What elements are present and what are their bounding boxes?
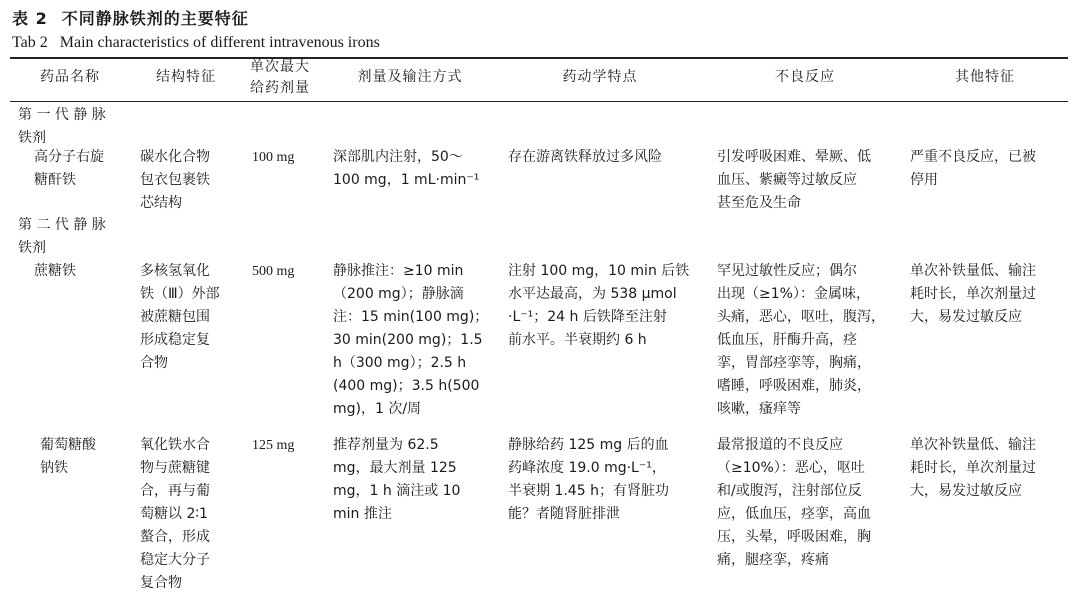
cell-line: 存在游离铁释放过多风险 xyxy=(508,149,662,165)
cell-line: 应，低血压，痉挛，高血 xyxy=(717,506,871,522)
cell-line: 合，再与葡 xyxy=(140,483,210,499)
other-iron-dextran xyxy=(910,146,1036,192)
group-label-line: 第 一 代 静 脉 xyxy=(18,107,106,123)
cell-line: 嗜睡，呼吸困难，肺炎， xyxy=(717,378,871,394)
cell-line: 静脉推注：≥10 min xyxy=(333,263,464,279)
cell-line: (400 mg)；3.5 h(500 xyxy=(333,378,480,394)
structure-sodium-ferric-gluconate xyxy=(140,434,210,595)
cell-line: 大，易发过敏反应 xyxy=(910,483,1022,499)
group-first-generation xyxy=(18,104,106,150)
group-label-line: 铁剂 xyxy=(18,130,46,146)
adverse-iron-dextran xyxy=(717,146,871,215)
table-caption-en xyxy=(12,34,380,52)
cell-line: mg，最大剂量 125 xyxy=(333,460,457,476)
cell-line: 压，头晕，呼吸困难，胸 xyxy=(717,529,871,545)
cell-line: 稳定大分子 xyxy=(140,552,210,568)
cell-line: mg)，1 次/周 xyxy=(333,401,422,417)
cell-line: 物与蔗糖键 xyxy=(140,460,210,476)
dosage-iron-dextran xyxy=(333,146,479,192)
cell-line: 甚至危及生命 xyxy=(717,195,801,211)
group-second-generation xyxy=(18,214,106,260)
cell-line: 引发呼吸困难、晕厥、低 xyxy=(717,149,871,165)
cell-line: 萄糖以 2∶1 xyxy=(140,506,208,522)
cell-line: 葡萄糖酸 xyxy=(40,437,96,453)
max-dose-sodium-ferric-gluconate: 125 mg xyxy=(252,438,295,453)
cell-line: 水平达最高，为 538 μmol xyxy=(508,286,677,302)
cell-line: 咳嗽，瘙痒等 xyxy=(717,401,801,417)
drug-name-iron-sucrose xyxy=(34,260,76,283)
cell-line: 螯合，形成 xyxy=(140,529,210,545)
cell-line: 形成稳定复 xyxy=(140,332,210,348)
header-other: 其他特征 xyxy=(955,69,1015,85)
cell-line: 大，易发过敏反应 xyxy=(910,309,1022,325)
cell-line: 包衣包裹铁 xyxy=(140,172,210,188)
cell-line: 蔗糖铁 xyxy=(34,263,76,279)
cell-line: 多核氢氧化 xyxy=(140,263,210,279)
table-label-en: Tab 2 xyxy=(12,34,48,51)
adverse-sodium-ferric-gluconate xyxy=(717,434,871,572)
cell-line: 前水平。半衰期约 6 h xyxy=(508,332,647,348)
cell-line: 高分子右旋 xyxy=(34,149,104,165)
structure-iron-dextran xyxy=(140,146,210,215)
cell-line: 耗时长，单次剂量过 xyxy=(910,460,1036,476)
drug-name-sodium-ferric-gluconate xyxy=(40,434,96,480)
cell-line: 推荐剂量为 62.5 xyxy=(333,437,439,453)
cell-line: 血压、紫癜等过敏反应 xyxy=(717,172,857,188)
cell-line: 单次补铁量低、输注 xyxy=(910,437,1036,453)
cell-line: 铁（Ⅲ）外部 xyxy=(140,286,220,302)
table-label-cn: 表 2 xyxy=(12,9,48,28)
max-dose-iron-dextran: 100 mg xyxy=(252,150,295,165)
cell-line: 碳水化合物 xyxy=(140,149,210,165)
cell-line: 100 mg，1 mL·min⁻¹ xyxy=(333,172,480,188)
cell-line: 注：15 min(100 mg)； xyxy=(333,309,489,325)
cell-line: 钠铁 xyxy=(40,460,68,476)
cell-line: 痛，腿痉挛，疼痛 xyxy=(717,552,829,568)
cell-line: 氧化铁水合 xyxy=(140,437,210,453)
cell-line: 出现（≥1%）：金属味， xyxy=(717,286,870,302)
header-dosage: 剂量及输注方式 xyxy=(357,69,463,85)
cell-line: ·L⁻¹；24 h 后铁降至注射 xyxy=(508,309,667,325)
header-max-dose-line1: 单次最大 xyxy=(250,59,310,75)
cell-line: 能？者随肾脏排泄 xyxy=(508,506,620,522)
cell-line: 和/或腹泻，注射部位反 xyxy=(717,483,862,499)
table-title-en: Main characteristics of different intravenous irons xyxy=(59,34,380,51)
group-label-line: 铁剂 xyxy=(18,240,46,256)
table-top-rule xyxy=(10,57,1068,59)
table-caption-cn xyxy=(12,6,249,29)
cell-line: h（300 mg）；2.5 h xyxy=(333,355,467,371)
cell-line: 注射 100 mg，10 min 后铁 xyxy=(508,263,690,279)
header-max-dose xyxy=(240,57,320,99)
cell-line: 静脉给药 125 mg 后的血 xyxy=(508,437,669,453)
cell-line: 罕见过敏性反应；偶尔 xyxy=(717,263,857,279)
cell-line: 挛，胃部痉挛等，胸痛， xyxy=(717,355,871,371)
header-adverse: 不良反应 xyxy=(775,69,835,85)
group-label-line: 第 二 代 静 脉 xyxy=(18,217,106,233)
cell-line: 药峰浓度 19.0 mg·L⁻¹， xyxy=(508,460,666,476)
pk-sodium-ferric-gluconate xyxy=(508,434,669,526)
table-title-cn: 不同静脉铁剂的主要特征 xyxy=(61,9,249,28)
header-max-dose-line2: 给药剂量 xyxy=(250,80,310,96)
cell-line: min 推注 xyxy=(333,506,392,522)
pk-iron-sucrose xyxy=(508,260,689,352)
table-header-rule xyxy=(10,101,1068,102)
pk-iron-dextran xyxy=(508,146,662,169)
adverse-iron-sucrose xyxy=(717,260,885,421)
cell-line: （200 mg）；静脉滴 xyxy=(333,286,464,302)
cell-line: 头痛，恶心，呕吐，腹泻， xyxy=(717,309,885,325)
cell-line: 半衰期 1.45 h；有肾脏功 xyxy=(508,483,669,499)
cell-line: （≥10%）：恶心，呕吐 xyxy=(717,460,865,476)
cell-line: 30 min(200 mg)；1.5 xyxy=(333,332,483,348)
header-pk: 药动学特点 xyxy=(562,69,638,85)
cell-line: 严重不良反应，已被 xyxy=(910,149,1036,165)
cell-line: 单次补铁量低、输注 xyxy=(910,263,1036,279)
other-iron-sucrose xyxy=(910,260,1036,329)
dosage-sodium-ferric-gluconate xyxy=(333,434,460,526)
cell-line: 芯结构 xyxy=(140,195,182,211)
header-drug-name: 药品名称 xyxy=(40,69,100,85)
cell-line: 糖酐铁 xyxy=(34,172,76,188)
dosage-iron-sucrose xyxy=(333,260,488,421)
cell-line: 停用 xyxy=(910,172,938,188)
cell-line: 最常报道的不良反应 xyxy=(717,437,843,453)
cell-line: 复合物 xyxy=(140,575,182,591)
cell-line: 深部肌内注射，50～ xyxy=(333,149,463,165)
cell-line: 合物 xyxy=(140,355,168,371)
cell-line: 被蔗糖包围 xyxy=(140,309,210,325)
other-sodium-ferric-gluconate xyxy=(910,434,1036,503)
cell-line: 耗时长，单次剂量过 xyxy=(910,286,1036,302)
header-structure: 结构特征 xyxy=(156,69,216,85)
structure-iron-sucrose xyxy=(140,260,220,375)
drug-name-iron-dextran xyxy=(34,146,104,192)
cell-line: 低血压，肝酶升高，痉 xyxy=(717,332,857,348)
cell-line: mg，1 h 滴注或 10 xyxy=(333,483,461,499)
max-dose-iron-sucrose: 500 mg xyxy=(252,264,295,279)
